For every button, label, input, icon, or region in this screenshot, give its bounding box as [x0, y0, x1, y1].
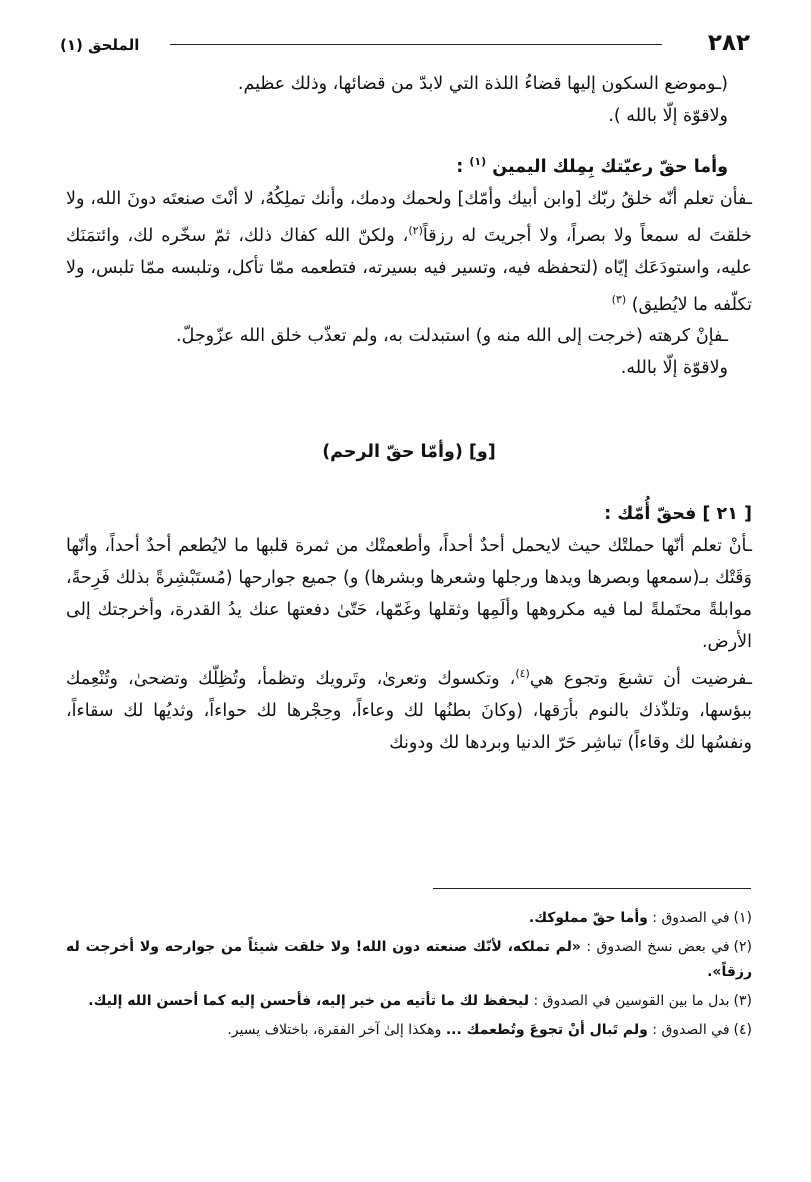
footnote	[66, 1018, 752, 1043]
page-number: ٢٨٢	[707, 30, 750, 56]
footnote-ref: (١)	[469, 155, 487, 168]
paragraph	[66, 68, 752, 100]
paragraph	[66, 530, 752, 658]
section-title: [و] (وأمّا حقّ الرحم)	[322, 442, 496, 463]
paragraph-text: ولاقوّة إلّا بالله ).	[608, 106, 728, 126]
footnotes	[66, 906, 752, 1047]
subsection-heading-text: [ ٢١ ] فحقّ أُمّك :	[604, 504, 752, 525]
paragraph-text: ، وتكسوك وتعرىٰ، وتَرويك وتظمأ، وتُظِلّك وتضحىٰ، وتُنْعِمك ببؤسها، وتلذّذك بالنوم بأرَقها، (وكانَ بطنُها لك وعاءاً، وحِجْرها لك حواءاً، وثديُها لك سقاءاً، ونفسُها لك وقاءاً) تباشِر حَرّ الدنيا وبردها لك ودونك	[66, 669, 752, 754]
header-rule	[170, 44, 662, 45]
paragraph	[66, 352, 752, 384]
footnote-rule	[433, 888, 751, 889]
footnote-ref: (٣)	[611, 292, 627, 306]
paragraph-text: ـأنْ تعلم أنّها حملتْك حيث لايحمل أحدٌ أحداً، وأطعمتْك من ثمرة قلبها ما لايُطعم أحدٌ أحداً، وأنّها وَقَتْك بـ(سمعها وبصرها ويدها ورجلها وشعرها وبشرها) و) جميع جوارحها (مُستَبْشِرةً بذلك فَرِحةً، موابلةً محتَملةً لما فيه مكروهها وألَمِها وثقلها وغَمّها، حَتّىٰ دفعتها عنك يدُ القدرة، وأخرجتك إلى الأرض.	[66, 536, 752, 653]
footnote-intro: في الصدوق :	[652, 1022, 730, 1038]
footnote-intro: بدل ما بين القوسين في الصدوق :	[533, 993, 730, 1009]
footnote-quote: وأما حقّ مملوكك.	[528, 910, 648, 926]
footnote-tail: وهكذا إلىٰ آخر الفقرة، باختلاف يسير.	[227, 1022, 442, 1038]
footnote-ref: (٢)	[408, 223, 423, 237]
footnote	[66, 906, 752, 931]
main-text	[66, 68, 752, 759]
footnote-quote: ليحفظ لك ما تأتيه من خير إليه، فأحسن إليه كما أحسن الله إليك.	[88, 993, 529, 1009]
running-title: الملحق (١)	[60, 36, 140, 54]
footnote-marker: (٤)	[733, 1022, 752, 1038]
paragraph-text: (ـوموضع السكون إليها قضاءُ اللذة التي لابدّ من قضائها، وذلك عظيم.	[237, 74, 728, 94]
paragraph-text: ـفإنْ كرهته (خرجت إلى الله منه و) استبدلت به، ولم تعذّب خلق الله عزّوجلّ.	[176, 326, 728, 347]
paragraph-text: ـفأن تعلم أنّه خلقُ ربّك [وابن أبيك وأمّك] ولحمك ودمك، وأنك تملِكُهُ، لا أنْتَ صنعتَه دونَ الله، ولا خلقتَ له سمعاً ولا بصراً، ولا أجريتَ له رزقاً	[66, 188, 752, 246]
paragraph	[66, 183, 752, 321]
footnote-marker: (٢)	[733, 939, 752, 955]
footnote-intro: في الصدوق :	[652, 910, 730, 926]
paragraph	[66, 658, 752, 759]
footnote-quote: ولم تَبال أنْ تجوعَ وتُطعمك ...	[445, 1022, 648, 1038]
subsection-heading-text: وأما حقّ رعيّتك بِمِلك اليمين	[492, 156, 728, 177]
heading-colon: :	[456, 156, 464, 177]
footnote-marker: (٣)	[733, 993, 752, 1009]
subsection-heading	[66, 498, 752, 530]
footnote	[66, 935, 752, 985]
paragraph	[66, 320, 752, 352]
footnote-ref: (٤)	[515, 667, 530, 681]
paragraph-text: ، ولكنّ الله كفاك ذلك، ثمّ سخّره لك، وائتمَنَك عليه، واستودَعَك إيّاه (لتحفظه فيه، وتسير فيه بسيرته، فتطعمه ممّا تأكل، وتلبسه ممّا تلبس، ولا تكلّفه ما لايُطيق)	[66, 225, 752, 315]
paragraph	[66, 100, 752, 132]
paragraph-text: ولاقوّة إلّا بالله.	[620, 358, 728, 379]
footnote-quote: «لم تملكه، لأنّك صنعته دون الله! ولا خلقت شيئاً من جوارحه ولا أخرجت له رزقاً».	[66, 939, 752, 980]
page-header	[60, 30, 750, 60]
footnote-intro: في بعض نسخ الصدوق :	[586, 939, 730, 955]
footnote-marker: (١)	[733, 910, 752, 926]
paragraph-text: ـفرضيت أن تشبعَ وتجوع هي	[529, 669, 752, 690]
subsection-heading	[66, 146, 752, 183]
footnote	[66, 989, 752, 1014]
